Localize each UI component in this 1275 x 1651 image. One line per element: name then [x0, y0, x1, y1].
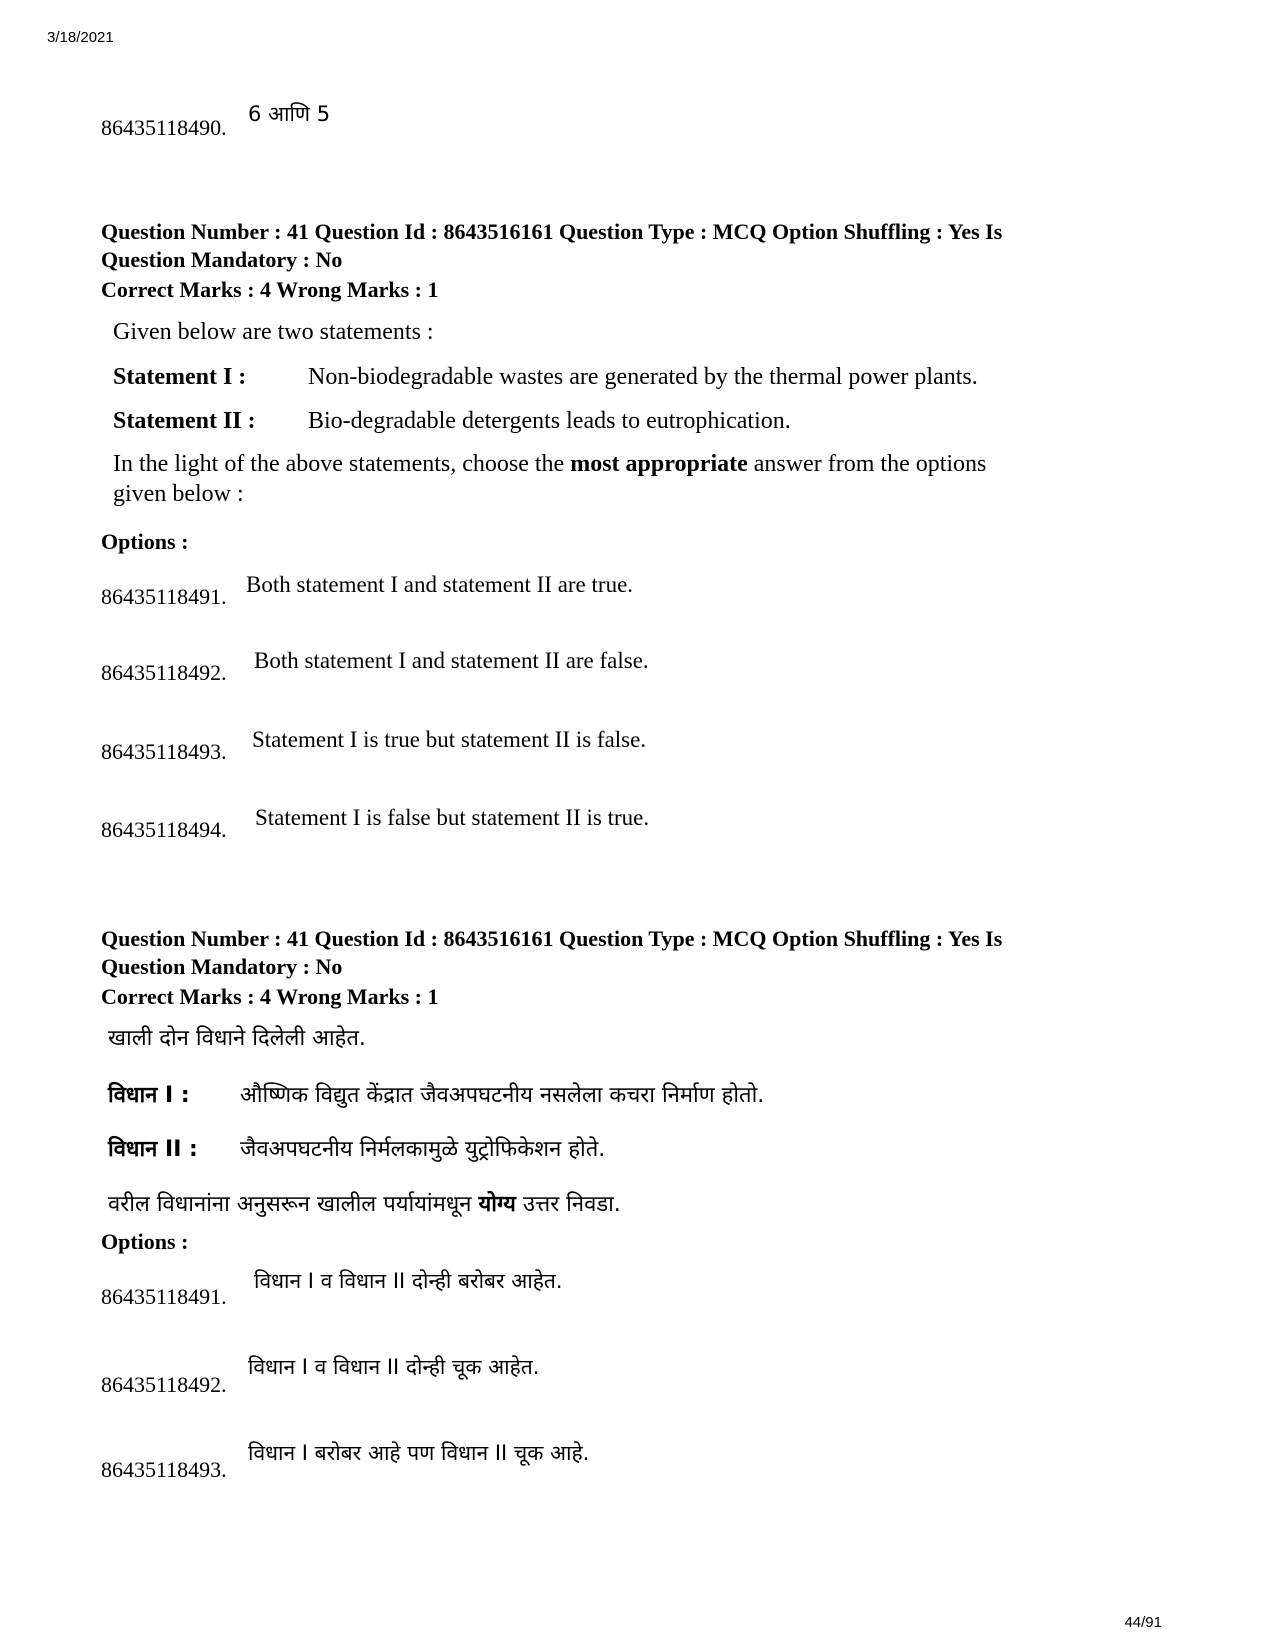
- question-ask-emphasis: योग्य: [478, 1192, 516, 1217]
- question-ask-emphasis: most appropriate: [570, 451, 748, 477]
- options-label: Options :: [101, 529, 189, 554]
- option-id: 86435118492.: [101, 660, 227, 685]
- statement-2-text: जैवअपघटनीय निर्मलकामुळे युट्रोफिकेशन होते.: [240, 1137, 606, 1162]
- option-text: Statement I is true but statement II is false.: [252, 727, 647, 752]
- option-id: 86435118490.: [101, 115, 227, 140]
- question-header: [101, 925, 1181, 1011]
- question-header-line1: Question Number : 41 Question Id : 8643516161 Question Type : MCQ Option Shuffling : Yes Is: [101, 926, 1003, 951]
- option-id: 86435118493.: [101, 739, 227, 764]
- statement-1: [113, 362, 978, 392]
- option-text: Both statement I and statement II are true.: [246, 572, 634, 597]
- question-ask: [113, 449, 1193, 509]
- question-ask-text-end: answer from the options: [753, 451, 987, 477]
- question-header: [101, 218, 1181, 304]
- statement-1-text: औष्णिक विद्युत केंद्रात जैवअपघटनीय नसलेला कचरा निर्माण होतो.: [240, 1083, 765, 1108]
- question-ask-text: In the light of the above statements, choose the: [113, 451, 565, 477]
- question-ask-text-line2: given below :: [113, 481, 244, 507]
- question-intro: Given below are two statements :: [113, 319, 434, 345]
- question-marks: Correct Marks : 4 Wrong Marks : 1: [101, 277, 439, 302]
- statement-1-label: विधान I :: [108, 1083, 190, 1108]
- question-ask-text: वरील विधानांना अनुसरून खालील पर्यायांमधून: [108, 1192, 472, 1217]
- question-marks: Correct Marks : 4 Wrong Marks : 1: [101, 984, 439, 1009]
- options-label: Options :: [101, 1229, 189, 1254]
- question-header-line1: Question Number : 41 Question Id : 8643516161 Question Type : MCQ Option Shuffling : Yes Is: [101, 219, 1003, 244]
- option-text: Both statement I and statement II are false.: [254, 648, 649, 673]
- statement-1-text: Non-biodegradable wastes are generated by the thermal power plants.: [308, 364, 978, 390]
- statement-1: [108, 1081, 764, 1111]
- question-ask-text-end: उत्तर निवडा.: [522, 1192, 621, 1217]
- statement-2-label: विधान II :: [108, 1137, 198, 1162]
- option-text: Statement I is false but statement II is true.: [255, 805, 650, 830]
- statement-2-text: Bio-degradable detergents leads to eutrophication.: [308, 408, 791, 434]
- option-id: 86435118494.: [101, 817, 227, 842]
- statement-2: [108, 1135, 605, 1165]
- option-text: विधान I बरोबर आहे पण विधान II चूक आहे.: [248, 1441, 590, 1465]
- question-header-line2: Question Mandatory : No: [101, 247, 343, 272]
- option-text: 6 आणि 5: [248, 102, 331, 126]
- option-text: विधान I व विधान II दोन्ही चूक आहेत.: [248, 1355, 540, 1379]
- statement-2: [113, 406, 791, 436]
- question-ask: [108, 1190, 621, 1220]
- statement-2-label: Statement II :: [113, 408, 256, 434]
- question-intro: खाली दोन विधाने दिलेली आहेत.: [108, 1026, 366, 1051]
- statement-1-label: Statement I :: [113, 364, 247, 390]
- page-number: 44/91: [1124, 1614, 1162, 1631]
- print-date: 3/18/2021: [47, 29, 114, 46]
- option-id: 86435118493.: [101, 1457, 227, 1482]
- option-id: 86435118491.: [101, 584, 227, 609]
- option-id: 86435118491.: [101, 1284, 227, 1309]
- option-text: विधान I व विधान II दोन्ही बरोबर आहेत.: [254, 1269, 563, 1293]
- question-header-line2: Question Mandatory : No: [101, 954, 343, 979]
- option-id: 86435118492.: [101, 1372, 227, 1397]
